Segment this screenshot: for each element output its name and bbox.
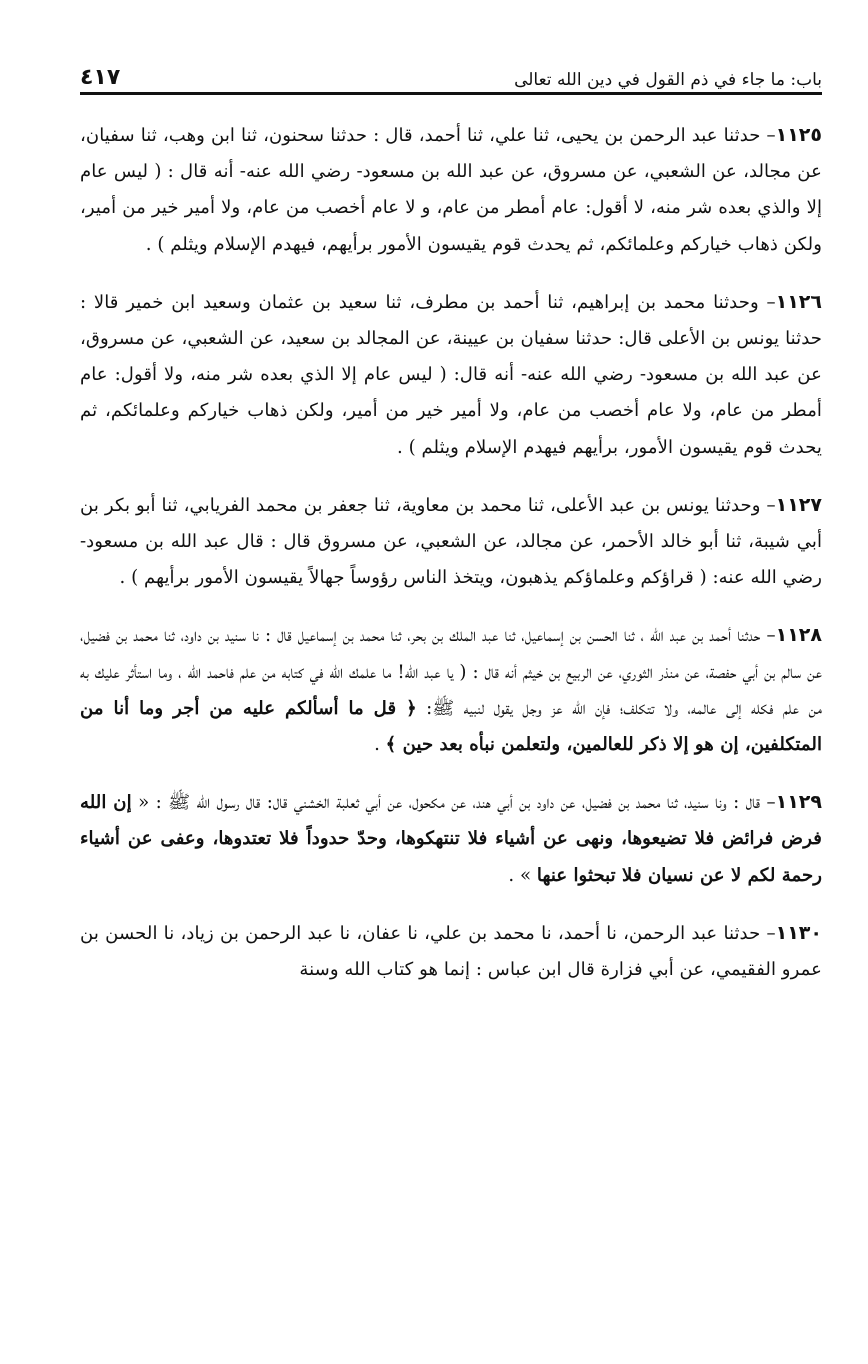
running-header	[80, 52, 822, 95]
hadith-entry	[80, 784, 822, 894]
hadith-number: ١١٢٩	[775, 791, 822, 814]
hadith-text-tail: .	[374, 734, 386, 756]
hadith-number: ١١٢٦	[775, 290, 822, 313]
hadith-text: – حدثنا أحمد بن عبد الله ، ثنا الحسن بن إسماعيل، ثنا عبد الملك بن بحر، ثنا محمد بن إسماعيل قال : نا سنيد بن داود، ثنا محمد بن فضيل، عن سالم بن أبي حفصة، عن منذر الثوري، عن الربيع بن خيثم أنه قال : ( يا عبد الله! ما علمك الله في كتابه من علم فاحمد الله ، وما استأثر عليك به من علم فكله إلى عالمه، ولا تتكلف؛ فإن الله عز وجل يقول لنبيه ﷺ:	[80, 625, 822, 719]
hadith-entry	[80, 284, 822, 466]
hadith-text-tail: » .	[508, 864, 537, 886]
hadith-number: ١١٢٧	[775, 493, 822, 516]
hadith-entry	[80, 487, 822, 597]
hadith-number: ١١٢٨	[775, 624, 822, 647]
chapter-title: باب: ما جاء في ذم القول في دين الله تعالى	[514, 70, 822, 90]
hadith-text: – حدثنا عبد الرحمن بن يحيى، ثنا علي، ثنا أحمد، قال : حدثنا سحنون، ثنا ابن وهب، ثنا سفيان، عن مجالد، عن الشعبي، عن مسروق، عن عبد الله بن مسعود- رضي الله عنه- أنه قال : ( ليس عام إلا والذي بعده شر منه، لا أقول: عام أمطر من عام، و لا عام أخصب من عام، ولا أمير خير من أمير، ولكن ذهاب خياركم وعلمائكم، ثم يحدث قوم يقيسون الأمور برأيهم، فيهدم الإسلام ويثلم ) .	[80, 125, 822, 255]
page-body	[80, 117, 822, 988]
book-page	[80, 52, 822, 988]
quran-verse: ﴿ قل ما أسألكم عليه من أجر وما أنا من المتكلفين، إن هو إلا ذكر للعالمين، ولتعلمن نبأه بعد حين ﴾	[80, 697, 822, 756]
hadith-text: – وحدثنا محمد بن إبراهيم، ثنا أحمد بن مطرف، ثنا سعيد بن عثمان وسعيد ابن خمير قالا : حدثنا يونس بن الأعلى قال: حدثنا سفيان بن عيينة، عن المجالد بن سعيد، عن الشعبي، عن مسروق، عن عبد الله بن مسعود- رضي الله عنه- أنه قال: ( ليس عام إلا الذي بعده شر منه، ولا أقول: عام أمطر من عام، ولا عام أخصب من عام، ولا أمير خير من أمير، ولكن ذهاب خياركم وعلمائكم، ثم يحدث قوم يقيسون الأمور، برأيهم فيهدم الإسلام ويثلم ) .	[80, 291, 822, 458]
hadith-number: ١١٣٠	[775, 921, 822, 944]
page-number: ٤١٧	[80, 65, 121, 90]
hadith-text: – وحدثنا يونس بن عبد الأعلى، ثنا محمد بن معاوية، ثنا جعفر بن محمد الفريابي، ثنا أبو بكر بن أبي شيبة، ثنا أبو خالد الأحمر، عن مجالد، عن الشعبي، عن مسروق قال : قال عبد الله بن مسعود- رضي الله عنه: ( قراؤكم وعلماؤكم يذهبون، ويتخذ الناس رؤوساً جهالاً يقيسون الأمور برأيهم ) .	[80, 494, 822, 589]
hadith-entry	[80, 617, 822, 763]
hadith-text: – حدثنا عبد الرحمن، نا أحمد، نا محمد بن علي، نا عفان، نا عبد الرحمن بن زياد، نا الحسن بن عمرو الفقيمي، عن أبي فزارة قال ابن عباس : إنما هو كتاب الله وسنة	[80, 922, 822, 981]
hadith-number: ١١٢٥	[775, 124, 822, 146]
hadith-text: – قال : ونا سنيد، ثنا محمد بن فضيل، عن داود بن أبي هند، عن مكحول، عن أبي ثعلبة الخشني قال: قال رسول الله ﷺ : «	[131, 792, 776, 814]
hadith-entry	[80, 117, 822, 263]
prophetic-saying: إن الله فرض فرائض فلا تضيعوها، ونهى عن أشياء فلا تنتهكوها، وحدّ حدوداً فلا تعتدوها، وعفى عن أشياء رحمة لكم لا عن نسيان فلا تبحثوا عنها	[80, 792, 822, 886]
hadith-entry	[80, 915, 822, 988]
